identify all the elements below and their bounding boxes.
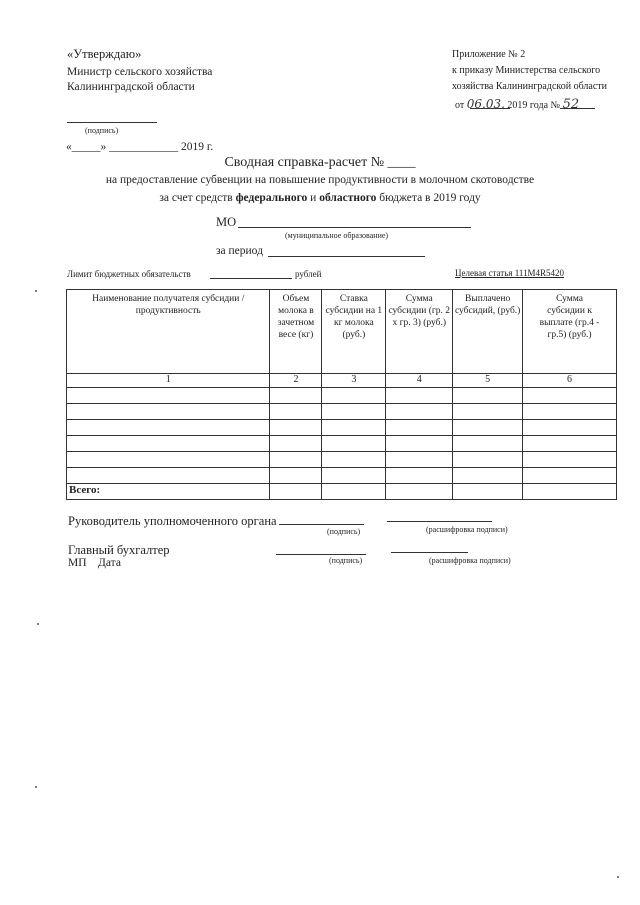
header-paid: Выплачено субсидий, (руб.) — [453, 290, 523, 374]
appendix-year: 2019 года № — [507, 100, 561, 111]
appendix-handwritten-number: 52 — [562, 97, 580, 112]
column-number-row — [67, 374, 617, 388]
table-row — [67, 468, 617, 484]
table-row — [67, 452, 617, 468]
scan-speck — [35, 290, 37, 292]
table-header-row — [67, 290, 617, 374]
header-rate: Ставка субсидии на 1 кг молока (руб.) — [322, 290, 386, 374]
approve-region: Калининградской области — [67, 81, 195, 93]
scan-speck — [37, 623, 39, 625]
appendix-order: к приказу Министерства сельского — [452, 65, 601, 76]
doc-subtitle: на предоставление субвенции на повышение продуктивности в молочном скотоводстве — [105, 174, 535, 186]
mp-label: МП — [68, 557, 87, 569]
approve-title: «Утверждаю» — [67, 47, 142, 61]
header-to-pay: Сумма субсидии к выплате (гр.4 - гр.5) (руб.) — [523, 290, 617, 374]
approve-minister: Министр сельского хозяйства — [67, 66, 213, 78]
scan-speck — [35, 786, 37, 788]
table-row — [67, 404, 617, 420]
accountant-decode-caption: (расшифровка подписи) — [429, 556, 511, 565]
budget-suffix: бюджета в 2019 году — [376, 192, 481, 204]
appendix-date-row — [455, 97, 579, 112]
col-num-6: 6 — [523, 374, 617, 388]
period-line — [268, 256, 425, 257]
accountant-sign-line — [276, 554, 366, 555]
budget-article: Целевая статья 111M4R5420 — [455, 268, 565, 278]
limit-line — [210, 278, 292, 279]
accountant-sign-caption: (подпись) — [329, 556, 363, 565]
mo-caption: (муниципальное образование) — [285, 231, 389, 240]
col-num-2: 2 — [270, 374, 322, 388]
budget-and: и — [307, 192, 320, 204]
accountant-decode-line — [391, 552, 468, 553]
date-underline — [470, 108, 510, 109]
col-num-5: 5 — [453, 374, 523, 388]
head-sign-caption: (подпись) — [327, 527, 361, 536]
approve-signature-caption: (подпись) — [85, 126, 119, 135]
subsidy-table — [66, 289, 617, 500]
head-decode-caption: (расшифровка подписи) — [426, 525, 508, 534]
col-num-1: 1 — [67, 374, 270, 388]
total-label: Всего: — [67, 484, 270, 500]
mo-label: МО — [216, 215, 237, 229]
appendix-date-prefix: от — [455, 100, 465, 111]
table-row — [67, 420, 617, 436]
approve-date-line: «_____» ____________ 2019 г. — [66, 141, 214, 153]
budget-prefix: за счет средств — [159, 192, 236, 204]
mo-line — [238, 227, 471, 228]
budget-regional: областного — [319, 192, 377, 204]
appendix-number: Приложение № 2 — [452, 49, 526, 60]
doc-title: Сводная справка-расчет № ____ — [224, 155, 416, 170]
head-decode-line — [387, 521, 492, 522]
col-num-4: 4 — [386, 374, 453, 388]
appendix-ministry: хозяйства Калининградской области — [452, 81, 608, 92]
table-row — [67, 436, 617, 452]
header-recipient: Наименование получателя субсидии / продуктивность — [67, 290, 270, 374]
table-row — [67, 388, 617, 404]
appendix-handwritten-date: 06.03. — [466, 97, 505, 111]
approve-signature-line — [67, 122, 157, 123]
limit-label: Лимит бюджетных обязательств — [67, 269, 191, 279]
table-total-row — [67, 484, 617, 500]
budget-federal: федерального — [235, 192, 308, 204]
col-num-3: 3 — [322, 374, 386, 388]
date-label: Дата — [98, 557, 121, 569]
doc-subtitle-budget — [0, 192, 640, 204]
head-label: Руководитель уполномоченного органа — [68, 514, 277, 528]
number-underline — [560, 108, 595, 109]
head-sign-line — [279, 524, 364, 525]
header-milk-volume: Объем молока в зачетном весе (кг) — [270, 290, 322, 374]
accountant-label: Главный бухгалтер — [68, 543, 170, 557]
scan-speck — [617, 876, 619, 878]
limit-unit: рублей — [295, 269, 322, 279]
period-label: за период — [216, 245, 263, 257]
header-subsidy-sum: Сумма субсидии (гр. 2 х гр. 3) (руб.) — [386, 290, 453, 374]
